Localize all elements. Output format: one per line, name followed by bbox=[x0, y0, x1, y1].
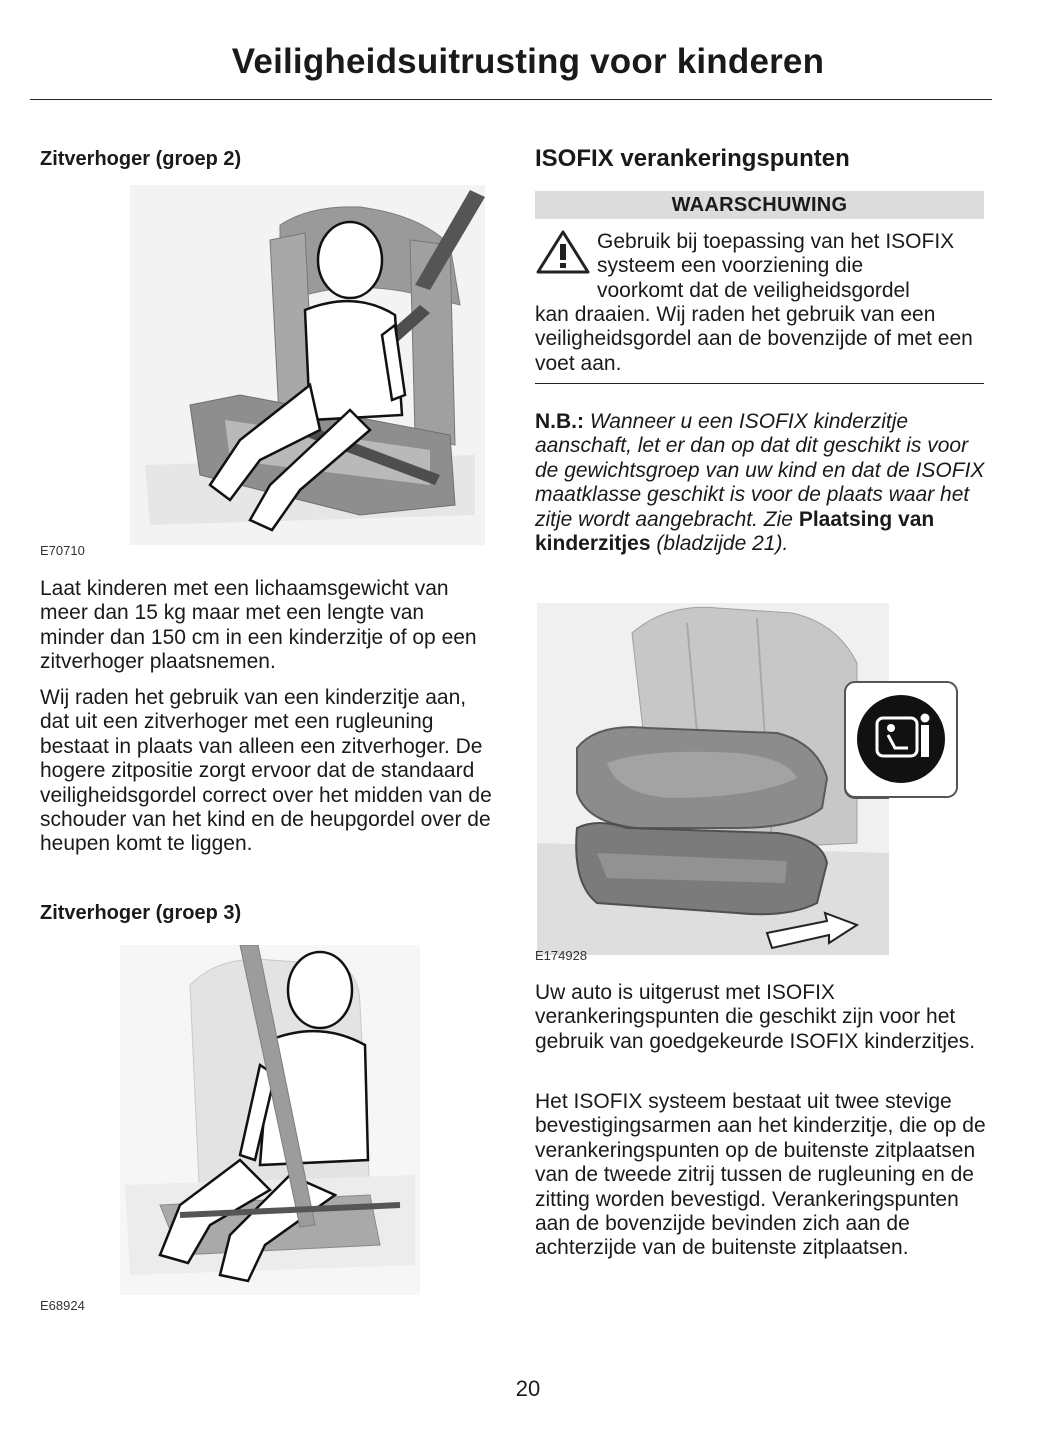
paragraph-recommendation: Wij raden het gebruik van een kinderzitje aan, dat uit een zitverhoger met een rugleuning bestaat in plaats van alleen een zitverhoger. De hogere zitpositie zorgt ervoor dat de standaard veiligheidsgordel correct over het midden van de schouder van het kind en de heupgordel over de heupen komt te liggen. bbox=[40, 686, 492, 856]
figure-code-e70710: E70710 bbox=[40, 543, 85, 558]
isofix-symbol-callout bbox=[843, 680, 961, 800]
warning-text-line-1: Gebruik bij toepassing van het ISOFIX bbox=[597, 230, 955, 253]
paragraph-isofix-equipped: Uw auto is uitgerust met ISOFIX verankeringspunten die geschikt zijn voor het gebruik van goedgekeurde ISOFIX kinderzitjes. bbox=[535, 981, 976, 1053]
note-link[interactable]: Plaatsing van kinderzitjes bbox=[535, 507, 935, 556]
figure-code-e68924: E68924 bbox=[40, 1298, 85, 1313]
warning-text-rest: kan draaien. Wij raden het gebruik van een veiligheidsgordel aan de bovenzijde of met een voet aan. bbox=[535, 303, 973, 375]
page-number: 20 bbox=[515, 1376, 541, 1401]
warning-text-line-3: voorkomt dat de veiligheidsgordel bbox=[597, 279, 910, 302]
title-divider bbox=[30, 99, 992, 100]
warning-triangle-icon bbox=[535, 229, 591, 275]
note-label: N.B.: bbox=[535, 410, 584, 433]
warning-divider bbox=[535, 383, 984, 384]
note-text: Wanneer u een ISOFIX kinderzitje aanschaft, let er dan op dat dit geschikt is voor de gewichtsgroep van uw kind en dat de ISOFIX maatklasse geschikt is voor de plaats waar het zitje wordt aangebracht. Zie bbox=[535, 410, 985, 531]
heading-booster-group2: Zitverhoger (groep 2) bbox=[40, 148, 242, 170]
heading-isofix: ISOFIX verankeringspunten bbox=[535, 145, 850, 172]
heading-booster-group3: Zitverhoger (groep 3) bbox=[40, 902, 242, 924]
isofix-seat-illustration bbox=[537, 603, 889, 955]
paragraph-body-weight: Laat kinderen met een lichaamsgewicht van meer dan 15 kg maar met een lengte van minder dan 150 cm in een kinderzitje of op een zitverhoger plaatsnemen. bbox=[40, 577, 477, 674]
booster-seat-group2-illustration bbox=[130, 185, 485, 545]
figure-code-e174928: E174928 bbox=[535, 948, 588, 963]
warning-label: WAARSCHUWING bbox=[535, 191, 984, 219]
paragraph-isofix-system: Het ISOFIX systeem bestaat uit twee stevige bevestigingsarmen aan het kinderzitje, die op de verankeringspunten op de buitenste zitplaatsen van de tweede zitrij tussen de rugleuning en de zitting worden bevestigd. Verankeringspunten aan de bovenzijde bevinden zich aan de achterzijde van de buitenste zitplaatsen. bbox=[535, 1090, 986, 1260]
booster-seat-group3-illustration bbox=[120, 945, 420, 1295]
note-paragraph bbox=[535, 410, 987, 556]
note-suffix: (bladzijde 21). bbox=[656, 532, 789, 556]
page-title: Veiligheidsuitrusting voor kinderen bbox=[231, 42, 825, 81]
warning-text-line-2: systeem een voorziening die bbox=[597, 254, 864, 277]
